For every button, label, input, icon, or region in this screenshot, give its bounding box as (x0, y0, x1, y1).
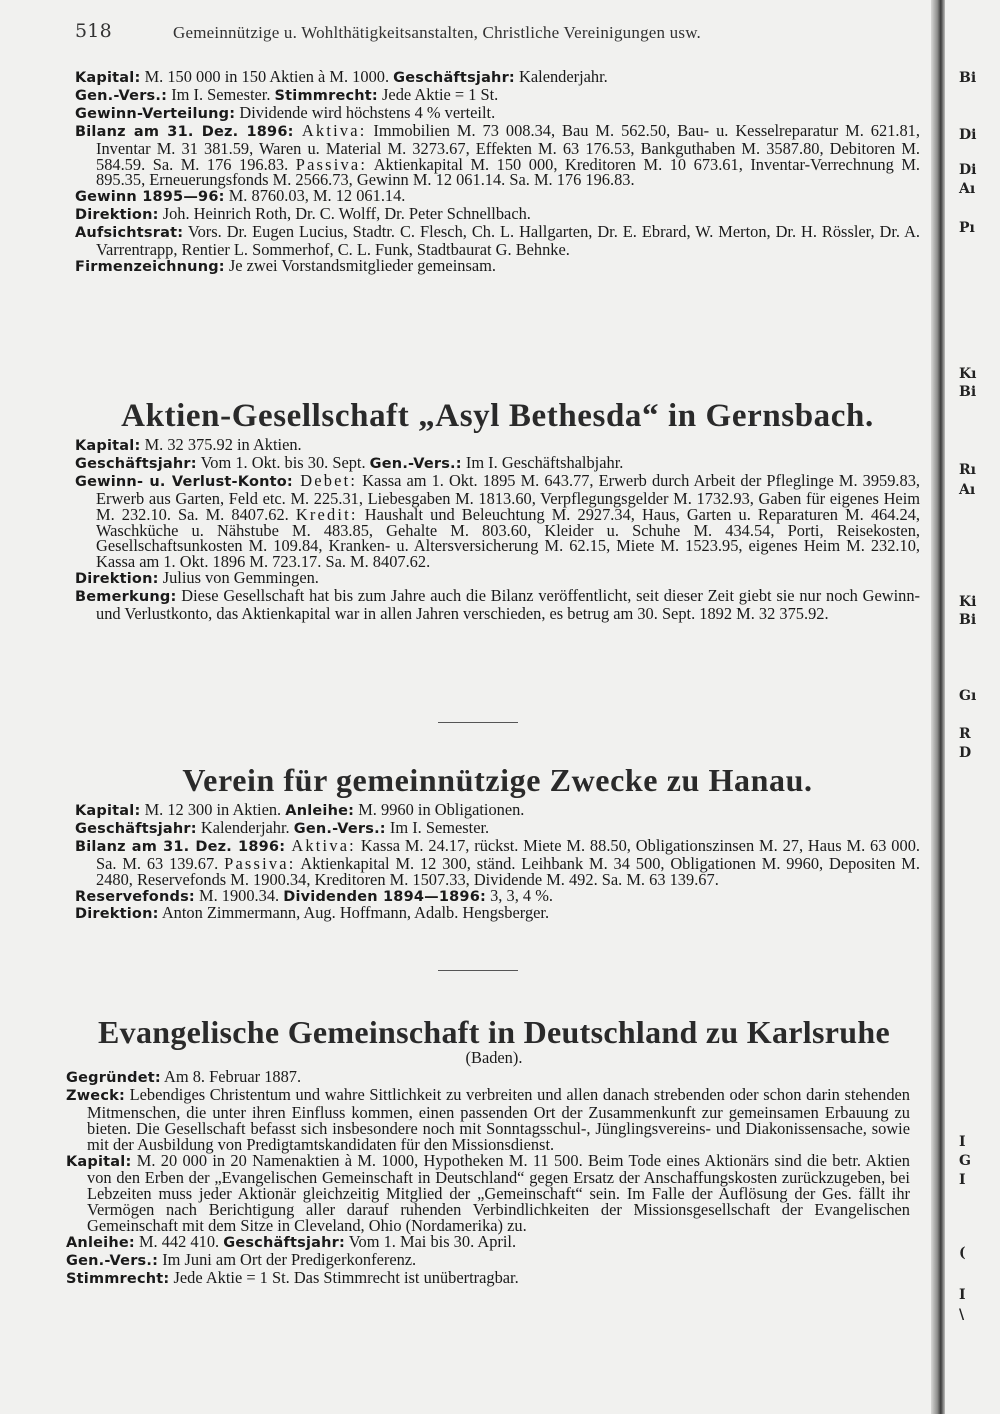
margin-fragment: Kı (959, 366, 977, 382)
margin-fragment: G (959, 1153, 971, 1169)
field-bilanz (75, 120, 921, 190)
field-genvers (75, 84, 920, 105)
margin-fragment: Gı (959, 688, 977, 704)
label-stimmrecht: Stimmrecht: (274, 87, 378, 104)
value-stimmrecht: Jede Aktie = 1 St. (377, 84, 499, 104)
margin-fragment: D (959, 745, 972, 761)
label-reservefonds: Reservefonds: (75, 888, 195, 905)
field-aufsichtsrat (75, 224, 920, 258)
word-aktiva: Aktiva: (285, 835, 356, 855)
margin-fragment: Ki (959, 594, 977, 610)
page-number: 518 (75, 20, 112, 42)
margin-fragment: Pı (959, 220, 975, 236)
margin-fragment: Bi (959, 70, 977, 86)
field-stimmrecht (66, 1267, 910, 1288)
entry-title: Aktien-Gesellschaft „Asyl Bethesda“ in Gernsbach. (121, 398, 874, 434)
value-kapital: M. 150 000 in 150 Aktien à M. 1000. (140, 67, 394, 86)
label-direktion: Direktion: (75, 906, 159, 923)
value-reservefonds: M. 1900.34. (194, 885, 284, 905)
margin-fragment: I (959, 1134, 966, 1150)
margin-fragment: Bi (959, 612, 977, 628)
field-zweck (66, 1084, 910, 1154)
word-passiva: Passiva: (224, 853, 296, 873)
entry-title: Evangelische Gemeinschaft in Deutschland zu Karlsruhe (98, 1014, 890, 1050)
label-bilanz: Bilanz am 31. Dez. 1896: (75, 123, 294, 140)
label-zweck: Zweck: (66, 1087, 125, 1104)
label-gewinnverteilung: Gewinn-Verteilung: (75, 105, 236, 122)
label-bemerkung: Bemerkung: (75, 589, 177, 606)
margin-fragment: Aı (959, 181, 976, 197)
label-genvers: Gen.-Vers.: (293, 820, 386, 837)
value-aufsichtsrat: Vors. Dr. Eugen Lucius, Stadtr. C. Flesch, Ch. L. Hallgarten, Dr. E. Ebrard, W. Merton, Dr. H. Rössler, Dr. A. Varrentrapp, Rentier L. Sommerhof, C. L. Funk, Stadtbaurat G. Behnke. (96, 222, 920, 260)
value-anleihe: M. 442 410. (134, 1232, 224, 1252)
value-direktion: Julius von Gemmingen. (158, 568, 319, 588)
value-kapital: M. 12 300 in Aktien. (140, 800, 286, 819)
margin-fragment: \ (959, 1307, 965, 1323)
entry-body (75, 437, 920, 622)
value-gegruendet: Am 8. Februar 1887. (160, 1067, 302, 1086)
label-kapital: Kapital: (66, 1153, 132, 1170)
value-genvers: Im Juni am Ort der Predigerkonferenz. (158, 1249, 417, 1269)
label-stimmrecht: Stimmrecht: (66, 1270, 170, 1287)
entry-body (66, 1069, 910, 1288)
margin-fragment: R (959, 726, 971, 742)
value-geschaeftsjahr: Kalenderjahr. (514, 67, 608, 86)
margin-fragment: ( (959, 1245, 966, 1261)
field-bilanz (75, 835, 920, 889)
running-title: Gemeinnützige u. Wohlthätigkeitsanstalten, Christliche Vereinigungen usw. (173, 23, 702, 42)
margin-fragment: I (959, 1172, 966, 1188)
margin-fragment: Di (959, 127, 977, 143)
value-geschaeftsjahr: Kalenderjahr. (196, 817, 294, 837)
label-geschaeftsjahr: Geschäftsjahr: (75, 455, 197, 472)
label-kapital: Kapital: (75, 438, 141, 454)
value-bilanz-aktiva: Kassa M. 24.17, rückst. Miete M. 88.50, Obligationszinsen M. 27, Haus M. 63 000. Sa. M. 63 139.67. (96, 835, 920, 873)
field-firmenzeichnung (75, 255, 920, 276)
value-bilanz-passiva: Aktienkapital M. 12 300, ständ. Leihbank M. 34 500, Obligationen M. 9960, Depositen M. 2480, Reservefonds M. 1900.34, Kreditoren M. 1507.33, Dividende M. 492. Sa. M. 63 139.67. (96, 853, 920, 889)
label-genvers: Gen.-Vers.: (369, 455, 462, 472)
field-direktion (75, 905, 920, 923)
label-gewinn: Gewinn 1895—96: (75, 189, 225, 206)
value-stimmrecht: Jede Aktie = 1 St. Das Stimmrecht ist unübertragbar. (169, 1267, 519, 1287)
value-firmenzeichnung: Je zwei Vorstandsmitglieder gemeinsam. (224, 255, 496, 275)
margin-fragment: Di (959, 162, 977, 178)
value-kapital: M. 32 375.92 in Aktien. (140, 435, 302, 454)
value-direktion: Anton Zimmermann, Aug. Hoffmann, Adalb. Hengsberger. (158, 903, 550, 923)
value-dividenden: 3, 3, 4 %. (486, 885, 553, 905)
value-bilanz-passiva: Aktienkapital M. 150 000, Kreditoren M. 10 673.61, Inventar-Verrechnung M. 895.35, Erneuerungsfonds M. 2566.73, Gewinn M. 12 061.14. Sa. M. 176 196.83. (96, 154, 921, 190)
label-genvers: Gen.-Vers.: (75, 87, 168, 104)
value-geschaeftsjahr: Vom 1. Okt. bis 30. Sept. (196, 452, 370, 472)
label-direktion: Direktion: (75, 571, 159, 588)
label-dividenden: Dividenden 1894—1896: (283, 888, 487, 905)
word-passiva: Passiva: (295, 154, 368, 174)
label-anleihe: Anleihe: (285, 803, 355, 819)
value-kapital: M. 20 000 in 20 Namenaktien à M. 1000, Hypotheken M. 11 500. Beim Tode eines Aktionärs sind die betr. Aktien von den Erben der „Evangelischen Gemeinschaft in Deutschland“ gegen Ersatz der Anschaffungskosten zurückzugeben, bei Lebzeiten muss jeder Aktionär gleichzeitig Mitglied der „Gemeinschaft“ sein. Im Falle der Auflösung der Ges. fällt ihr Vermögen nach Berichtigung aller darauf ruhenden Verbindlichkeiten der Missionsgesellschaft der Evangelischen Gemeinschaft mit dem Sitze in Cleveland, Ohio (Nordamerika) zu. (87, 1150, 910, 1236)
value-geschaeftsjahr: Vom 1. Mai bis 30. April. (345, 1232, 517, 1252)
label-anleihe: Anleihe: (66, 1235, 135, 1252)
margin-fragment: I (959, 1287, 966, 1303)
entry-title: Verein für gemeinnützige Zwecke zu Hanau. (182, 762, 813, 798)
word-kredit: Kredit: (295, 504, 358, 524)
field-kapital (66, 1150, 910, 1236)
separator-rule (438, 722, 518, 723)
label-bilanz: Bilanz am 31. Dez. 1896: (75, 838, 286, 855)
entry-continuation (75, 69, 920, 276)
word-debet: Debet: (292, 470, 358, 490)
label-geschaeftsjahr: Geschäftsjahr: (75, 820, 197, 837)
margin-fragment: Bi (959, 384, 977, 400)
label-kapital: Kapital: (75, 70, 141, 86)
value-bilanz-aktiva: Immobilien M. 73 008.34, Bau M. 562.50, Bau- u. Kesselreparatur M. 621.81, Inventar M. 31 381.59, Waren u. Material M. 3273.67, Effekten M. 63 176.53, Bankguthaben M. 3587.80, Debitoren M. 584.59. Sa. M. 176 196.83. (96, 120, 920, 174)
separator-rule (438, 970, 518, 971)
running-header (75, 18, 915, 46)
value-direktion: Joh. Heinrich Roth, Dr. C. Wolff, Dr. Peter Schnellbach. (158, 204, 531, 224)
value-gewinn: M. 8760.03, M. 12 061.14. (224, 186, 406, 206)
label-gewinn-verlust: Gewinn- u. Verlust-Konto: (75, 473, 293, 490)
value-anleihe: M. 9960 in Obligationen. (354, 800, 525, 819)
value-bemerkung: Diese Gesellschaft hat bis zum Jahre auch die Bilanz veröffentlicht, seit dieser Zeit giebt sie nur noch Gewinn- und Verlustkonto, das Aktienkapital war in allen Jahren verschieden, es betrug am 30. Sept. 1892 M. 32 375.92. (96, 586, 920, 624)
value-genvers: Im I. Geschäftshalbjahr. (461, 452, 624, 472)
value-kredit: Haushalt und Beleuchtung M. 2927.34, Haus, Garten u. Reparaturen M. 464.24, Waschküche u. Nähstube M. 483.85, Gehalte M. 803.60, Kleider u. Schuhe M. 434.54, Porti, Reisekosten, Gesellschaftsunkosten M. 109.84, Kranken- u. Altersversicherung M. 62.15, Miete M. 1523.95, eigenes Heim M. 232.10, Kassa am 1. Okt. 1896 M. 723.17. Sa. M. 8407.62. (96, 504, 921, 572)
label-direktion: Direktion: (75, 207, 159, 224)
entry-subtitle: (Baden). (465, 1048, 523, 1067)
label-geschaeftsjahr: Geschäftsjahr: (223, 1235, 345, 1252)
page-binding-shadow (931, 0, 945, 1414)
value-gewinnverteilung: Dividende wird höchstens 4 % verteilt. (235, 102, 496, 122)
label-firmenzeichnung: Firmenzeichnung: (75, 258, 225, 275)
label-aufsichtsrat: Aufsichtsrat: (75, 225, 184, 242)
label-genvers: Gen.-Vers.: (66, 1252, 159, 1269)
margin-fragment: Rı (959, 462, 976, 478)
label-gegruendet: Gegründet: (66, 1070, 161, 1086)
label-geschaeftsjahr: Geschäftsjahr: (393, 70, 515, 86)
value-debet: Kassa am 1. Okt. 1895 M. 643.77, Erwerb durch Arbeit der Pfleglinge M. 3959.83, Erwerb aus Garten, Feld etc. M. 225.31, Liebesgaben M. 1813.60, Verpflegungsgelder M. 1732.93, Gaben für eigenes Heim M. 232.10. Sa. M. 8407.62. (96, 470, 921, 524)
adjacent-page-margin (955, 0, 1000, 1414)
field-bemerkung (75, 588, 920, 622)
value-genvers: Im I. Semester. (385, 817, 490, 837)
field-gewinn-verlust (75, 470, 921, 572)
word-aktiva: Aktiva: (293, 120, 367, 140)
entry-body (75, 802, 920, 923)
value-genvers: Im I. Semester. (167, 84, 275, 104)
margin-fragment: Aı (959, 482, 976, 498)
value-zweck: Lebendiges Christentum und wahre Sittlichkeit zu verbreiten und allen danach strebenden oder schon darin stehenden Mitmenschen, die unter ihren Einfluss kommen, einen passenden Ort der Zusammenkunft zur gemeinsamen Erbauung zu bieten. Die Gesellschaft befasst sich insbesondere noch mit Sonntagsschul-, Jünglingsvereins- und Diakonissensache, sowie mit der Ausbildung von Predigtamtskandidaten für den Missionsdienst. (87, 1084, 910, 1154)
label-kapital: Kapital: (75, 803, 141, 819)
